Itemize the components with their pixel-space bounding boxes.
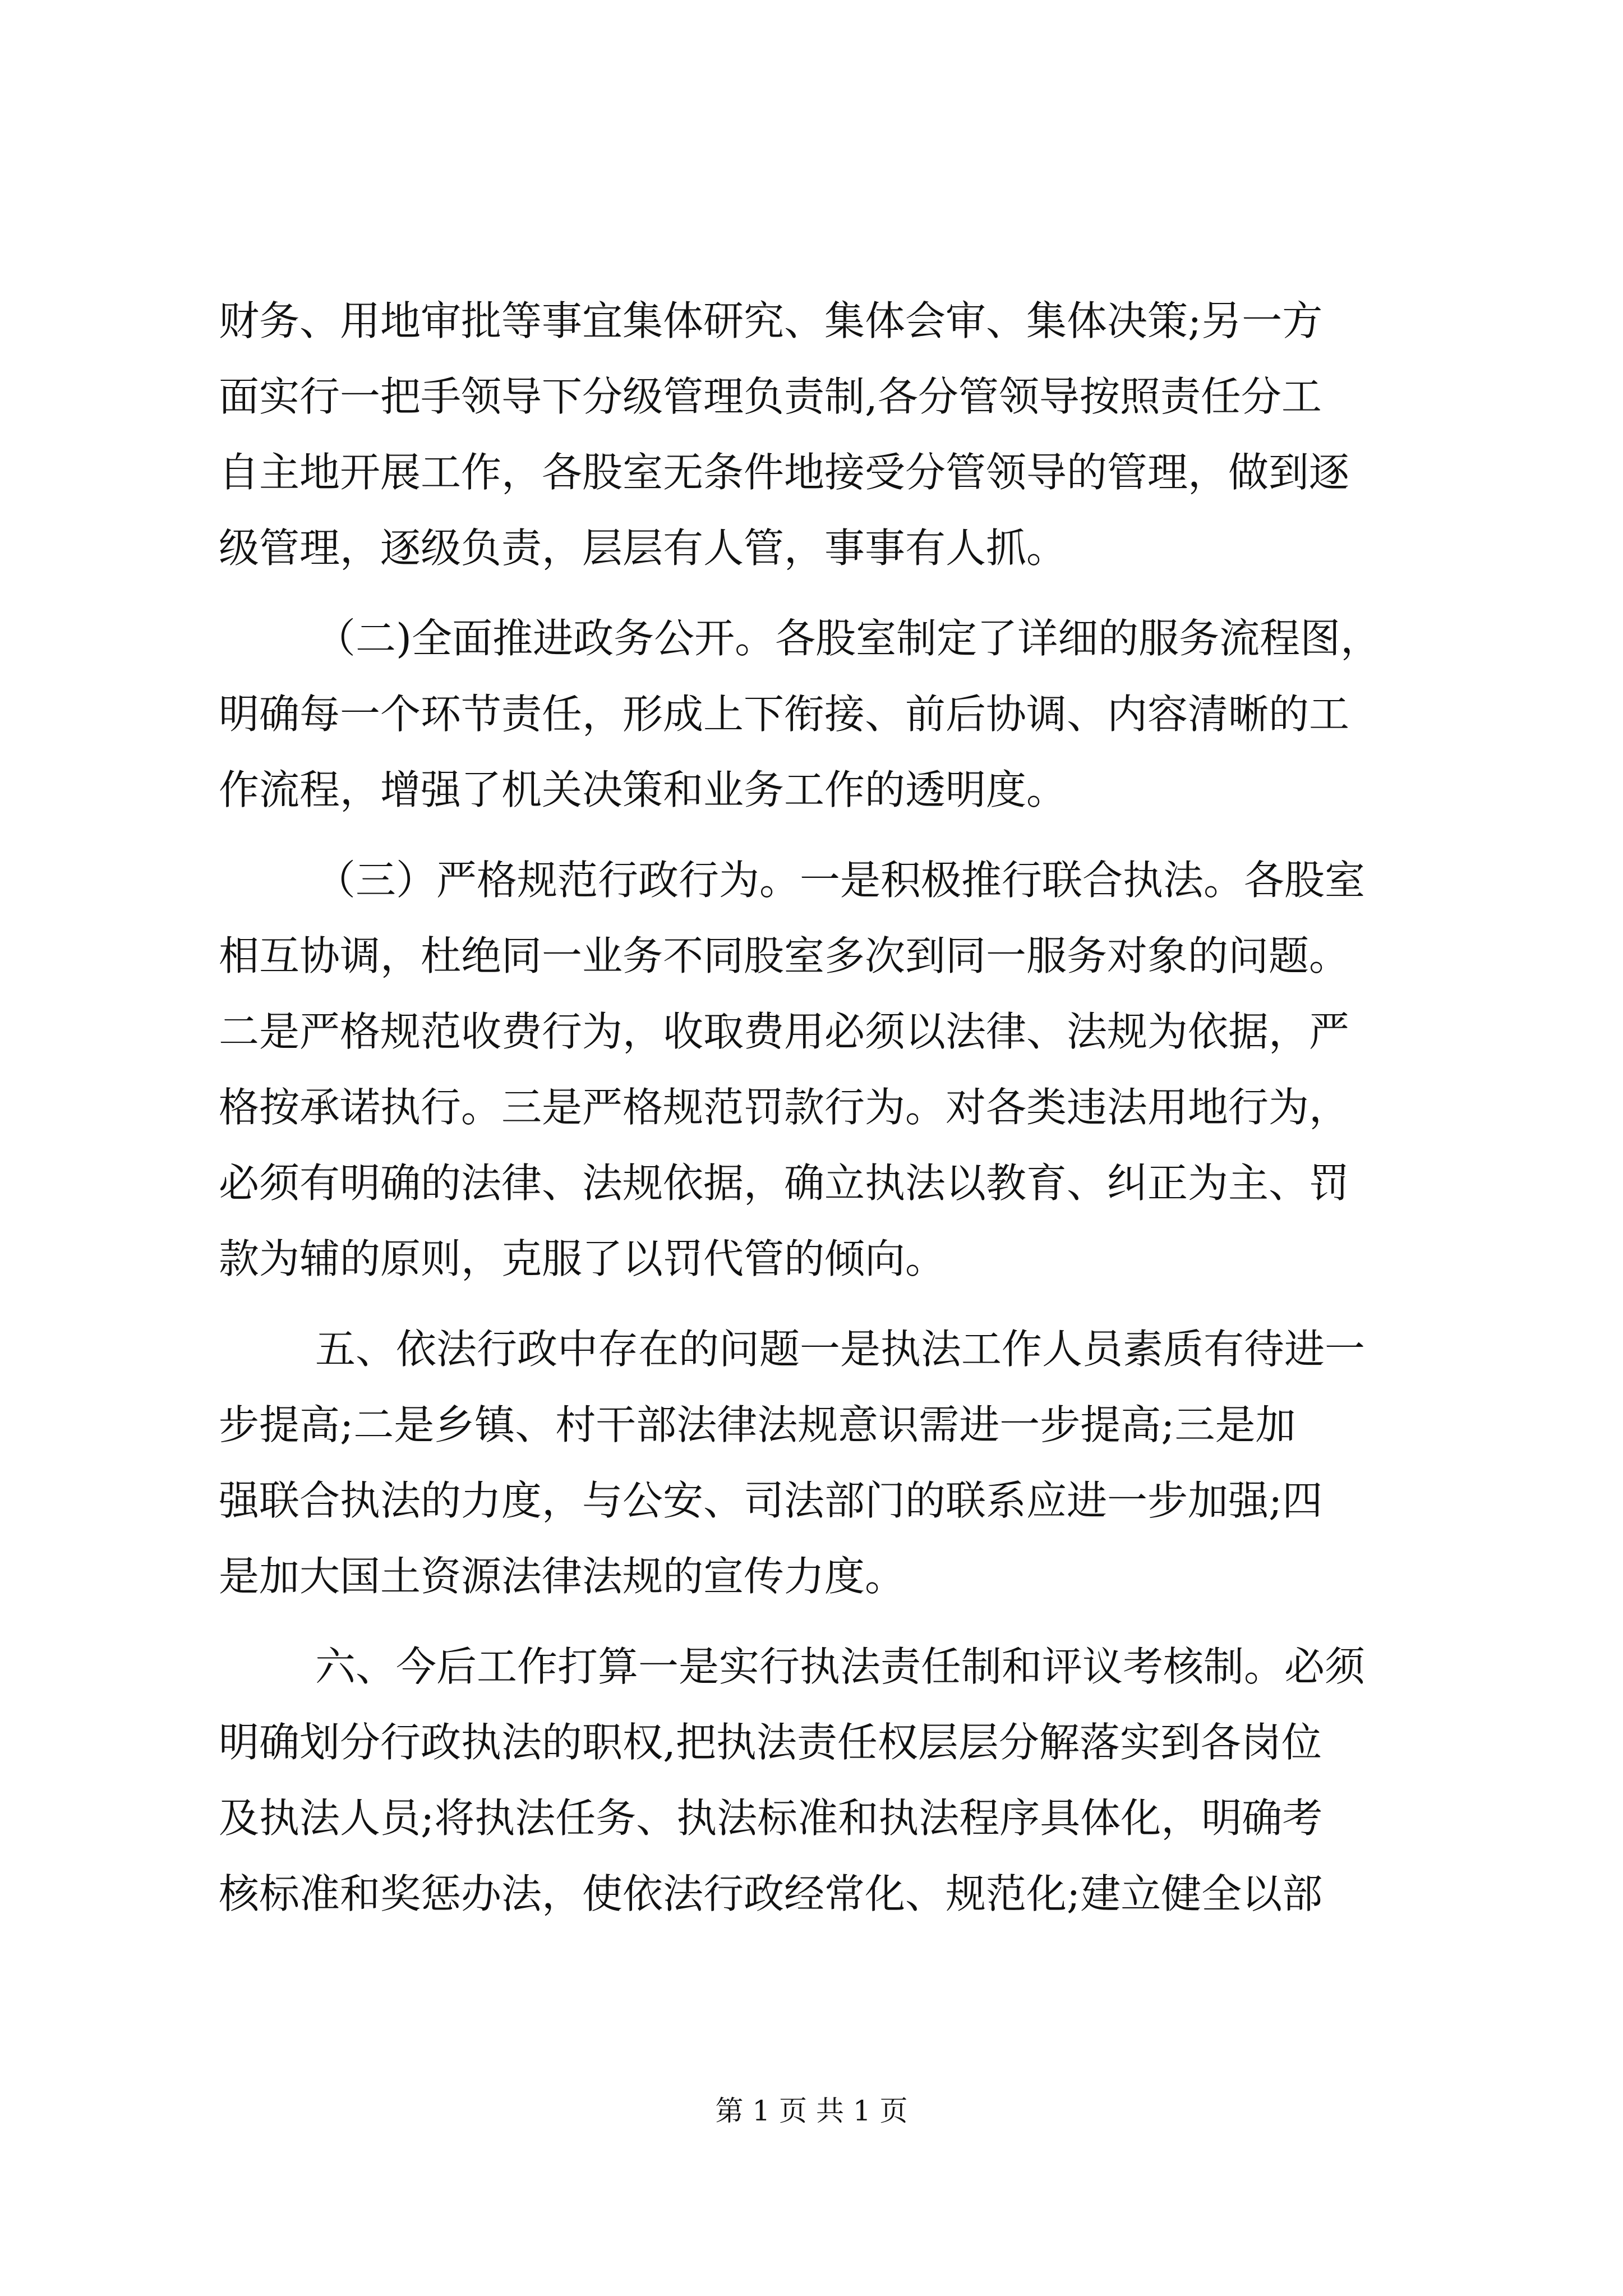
text-line: 款为辅的原则，克服了以罚代管的倾向。 [219, 1235, 946, 1282]
document-body [219, 283, 1413, 1932]
paragraph-gap [219, 586, 1413, 601]
text-line: 面实行一把手领导下分级管理负责制,各分管领导按照责任分工 [219, 373, 1322, 420]
paragraph [219, 1629, 1413, 1932]
paragraph-gap [219, 828, 1413, 843]
paragraph [219, 1312, 1413, 1614]
paragraph [219, 601, 1413, 828]
text-line: 是加大国土资源法律法规的宣传力度。 [219, 1553, 906, 1600]
text-line: 核标准和奖惩办法，使依法行政经常化、规范化;建立健全以部 [219, 1870, 1323, 1917]
text-line: 自主地开展工作，各股室无条件地接受分管领导的管理，做到逐 [219, 449, 1350, 496]
text-line: 相互协调，杜绝同一业务不同股室多次到同一服务对象的问题。 [219, 932, 1350, 979]
text-line: 五、依法行政中存在的问题一是执法工作人员素质有待进一 [315, 1326, 1366, 1373]
paragraph-gap [219, 1297, 1413, 1312]
text-line: 明确每一个环节责任，形成上下衔接、前后协调、内容清晰的工 [219, 691, 1350, 738]
paragraph-gap [219, 1614, 1413, 1629]
text-line: 财务、用地审批等事宜集体研究、集体会审、集体决策;另一方 [219, 297, 1323, 344]
page-footer: 第 1 页 共 1 页 [715, 2095, 908, 2127]
paragraph [219, 843, 1413, 1297]
text-line: 六、今后工作打算一是实行执法责任制和评议考核制。必须 [315, 1643, 1366, 1690]
text-line: 必须有明确的法律、法规依据，确立执法以教育、纠正为主、罚 [219, 1159, 1350, 1207]
text-line: 步提高;二是乡镇、村干部法律法规意识需进一步提高;三是加 [219, 1401, 1296, 1448]
text-line: 二是严格规范收费行为，收取费用必须以法律、法规为依据，严 [219, 1008, 1350, 1055]
paragraph [219, 283, 1413, 586]
text-line: 明确划分行政执法的职权,把执法责任权层层分解落实到各岗位 [219, 1719, 1322, 1766]
text-line: 强联合执法的力度，与公安、司法部门的联系应进一步加强;四 [219, 1477, 1323, 1524]
text-line: 作流程，增强了机关决策和业务工作的透明度。 [219, 766, 1067, 813]
text-line: 及执法人员;将执法任务、执法标准和执法程序具体化，明确考 [219, 1795, 1323, 1842]
text-line: （三）严格规范行政行为。一是积极推行联合执法。各股室 [315, 857, 1366, 904]
text-line: （二)全面推进政务公开。各股室制定了详细的服务流程图， [315, 615, 1381, 662]
text-line: 格按承诺执行。三是严格规范罚款行为。对各类违法用地行为， [219, 1084, 1350, 1131]
text-line: 级管理，逐级负责，层层有人管，事事有人抓。 [219, 524, 1067, 572]
